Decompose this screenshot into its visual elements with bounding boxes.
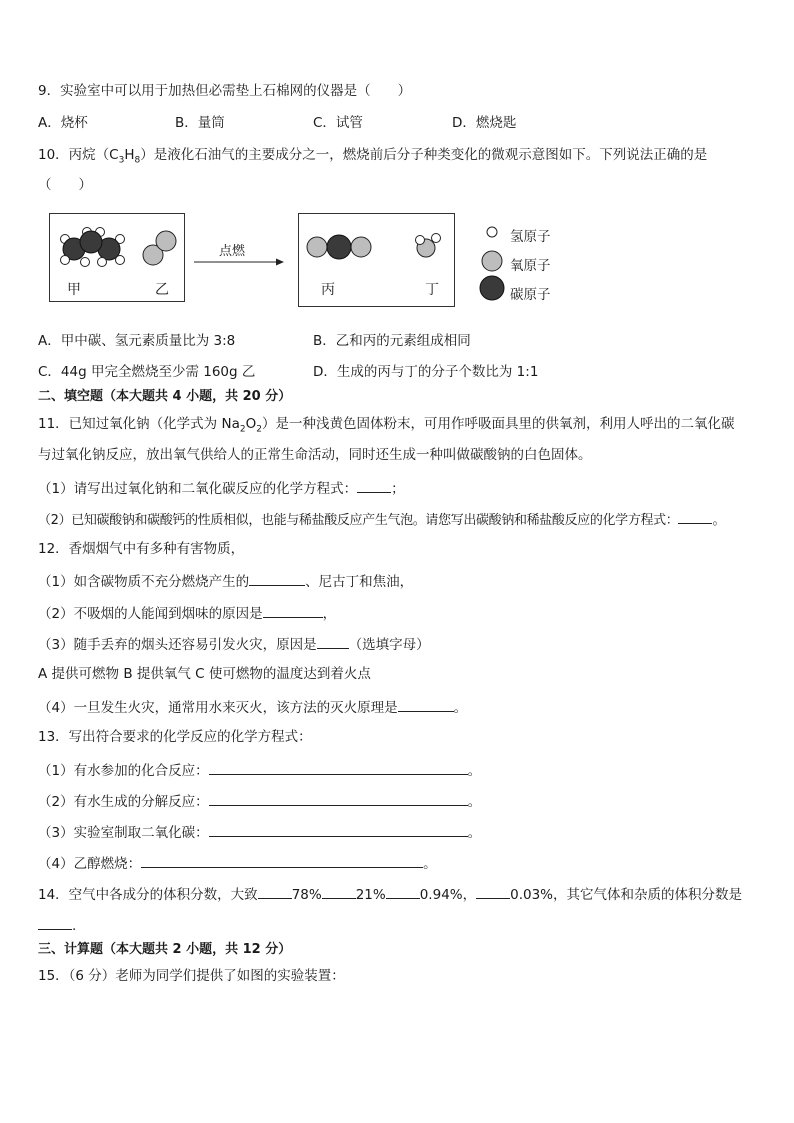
legend-carbon-label: 碳原子	[510, 287, 551, 303]
q11-stem-line2: 与过氧化钠反应，放出氧气供给人的正常生命活动，同时还生成一种叫做碳酸钠的白色固体。	[38, 447, 592, 463]
q15-stem: 15．（6 分）老师为同学们提供了如图的实验装置：	[38, 968, 345, 984]
answer-blank[interactable]	[398, 697, 454, 712]
q11-part1: （1）请写出过氧化钠和二氧化碳反应的化学方程式： ；	[38, 478, 405, 498]
section-3-heading: 三、计算题（本大题共 2 小题，共 12 分）	[38, 942, 292, 957]
section-2-heading: 二、填空题（本大题共 4 小题，共 20 分）	[38, 389, 292, 404]
q9-option-a: A．烧杯	[38, 115, 88, 131]
answer-blank[interactable]	[258, 884, 292, 899]
oxygen-molecule	[143, 231, 176, 265]
legend-hydrogen-symbol	[487, 227, 497, 237]
answer-blank[interactable]	[141, 853, 423, 868]
answer-blank[interactable]	[322, 884, 356, 899]
q9-option-d: D．燃烧匙	[452, 115, 517, 131]
label-bing: 丙	[321, 282, 335, 298]
answer-blank[interactable]	[209, 822, 468, 837]
answer-blank[interactable]	[317, 634, 349, 649]
legend-hydrogen-label: 氢原子	[510, 229, 551, 245]
answer-blank[interactable]	[38, 915, 72, 930]
answer-blank[interactable]	[386, 884, 420, 899]
answer-blank[interactable]	[678, 509, 712, 524]
answer-blank[interactable]	[263, 603, 323, 618]
q13-part3: （3）实验室制取二氧化碳： 。	[38, 822, 481, 842]
q10-option-c: C．44g 甲完全燃烧至少需 160g 乙	[38, 364, 256, 380]
reaction-arrow	[194, 259, 284, 266]
q12-part1: （1）如含碳物质不充分燃烧产生的 、尼古丁和焦油，	[38, 571, 413, 591]
q13-stem: 13．写出符合要求的化学反应的化学方程式：	[38, 729, 312, 745]
q9-stem: 9．实验室中可以用于加热但必需垫上石棉网的仪器是（ ）	[38, 83, 412, 99]
q9-option-b: B．量筒	[175, 115, 225, 131]
answer-blank[interactable]	[357, 478, 391, 493]
answer-blank[interactable]	[209, 760, 468, 775]
q10-option-a: A．甲中碳、氢元素质量比为 3:8	[38, 333, 236, 349]
propane-molecule	[61, 228, 125, 267]
label-jia: 甲	[67, 282, 81, 298]
q10-option-d: D．生成的丙与丁的分子个数比为 1:1	[313, 364, 539, 380]
q10-option-b: B．乙和丙的元素组成相同	[313, 333, 471, 349]
answer-blank[interactable]	[249, 571, 305, 586]
label-ding: 丁	[425, 282, 439, 298]
q11-part2: （2）已知碳酸钠和碳酸钙的性质相似，也能与稀盐酸反应产生气泡。请您写出碳酸钠和稀盐酸反应的化学方程式： 。	[38, 509, 725, 530]
q9-option-c: C．试管	[313, 115, 363, 131]
q12-stem: 12．香烟烟气中有多种有害物质，	[38, 541, 245, 557]
q13-part4: （4）乙醇燃烧： 。	[38, 853, 437, 873]
label-ignite: 点燃	[219, 244, 246, 259]
legend-oxygen-symbol	[482, 251, 502, 271]
label-yi: 乙	[155, 282, 169, 298]
q14-stem: 14．空气中各成分的体积分数，大致 78% 21% 0.94%， 0.03%，其它气体和杂质的体积分数是	[38, 884, 742, 904]
q13-part1: （1）有水参加的化合反应： 。	[38, 760, 481, 780]
q13-part2: （2）有水生成的分解反应： 。	[38, 791, 481, 811]
q12-part3: （3）随手丢弃的烟头还容易引发火灾，原因是 （选填字母）	[38, 634, 430, 654]
q10-stem: 10．丙烷$(C_3H_8)$是液化石油气的主要成分之一，燃烧前后分子种类变化的微观示意图如下。下列说法正确的是	[38, 147, 708, 166]
q14-continuation: .	[38, 915, 76, 935]
q12-part2: （2）不吸烟的人能闻到烟味的原因是 ，	[38, 603, 336, 623]
q12-part4: （4）一旦发生火灾，通常用水来灭火，该方法的灭火原理是 。	[38, 697, 467, 717]
q11-stem-line1: 11．已知过氧化钠（化学式为 $Na_2O_2$）是一种浅黄色固体粉末，可用作呼吸面具里的供氧剂，利用人呼出的二氧化碳	[38, 416, 735, 435]
answer-blank[interactable]	[209, 791, 468, 806]
answer-blank[interactable]	[476, 884, 510, 899]
q12-choices: A 提供可燃物 B 提供氧气 C 使可燃物的温度达到着火点	[38, 666, 371, 682]
q10-answer-paren: （ ）	[38, 177, 92, 193]
legend-carbon-symbol	[480, 276, 504, 300]
legend-oxygen-label: 氧原子	[510, 258, 551, 274]
